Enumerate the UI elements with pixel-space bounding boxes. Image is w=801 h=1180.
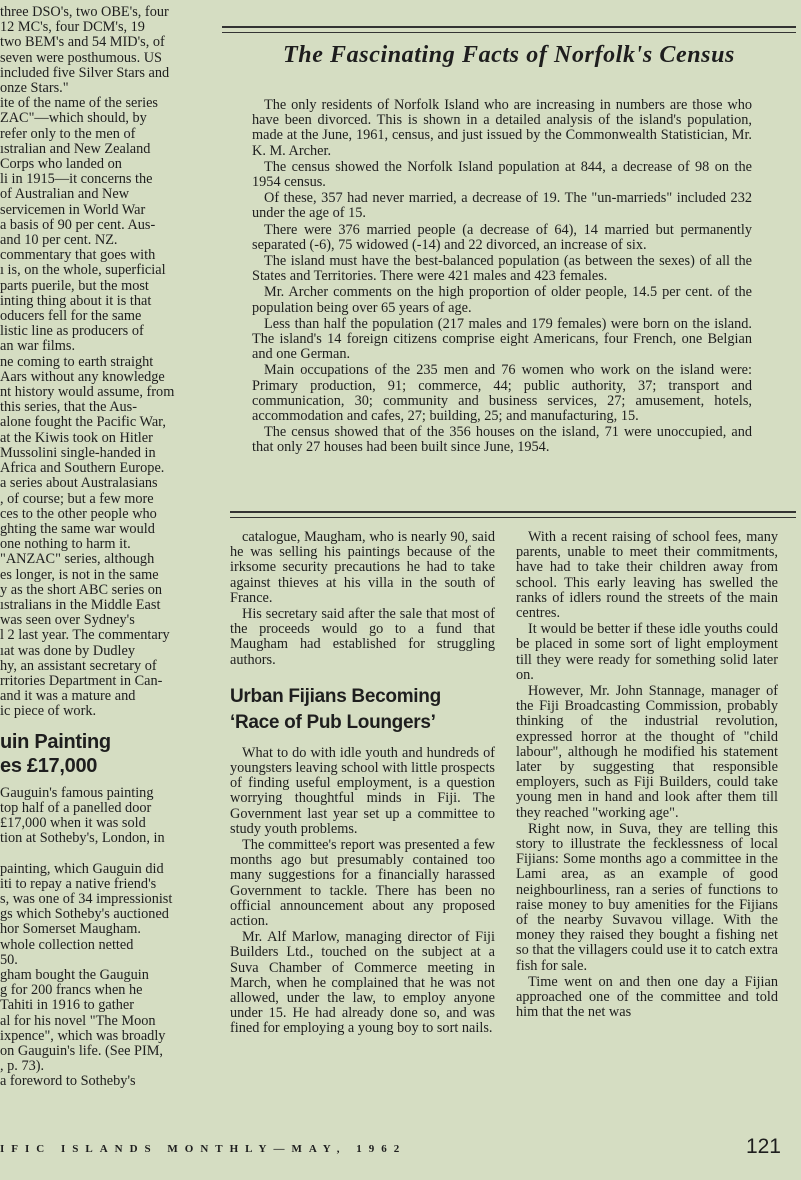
- paragraph: Of these, 357 had never married, a decrease of 19. The "un-marrieds" included 232 under the age of 15.: [252, 190, 752, 222]
- text-line: hy, an assistant secretary of: [0, 657, 157, 674]
- paragraph: What to do with idle youth and hundreds of youngsters leaving school with little prospects of finding useful employment, is a question worrying thoughtful minds in Fiji. The Government last year set up a committee to study youth problems.: [230, 744, 495, 837]
- text-line: li in 1915—it concerns the: [0, 171, 153, 188]
- text-line: refer only to the men of: [0, 125, 136, 142]
- text-line: l 2 last year. The commentary: [0, 627, 170, 644]
- text-line: ces to the other people who: [0, 505, 157, 522]
- text-line: this series, that the Aus-: [0, 399, 137, 416]
- text-line: ıstralian and New Zealand: [0, 140, 151, 157]
- maugham-article-text: [230, 530, 495, 668]
- paragraph: The only residents of Norfolk Island who are increasing in numbers are those who have been divorced. This is shown in a detailed analysis of the island's population, made at the June, 1961, census, and just issued by the Commonwealth Statistician, Mr. K. M. Archer.: [252, 97, 752, 159]
- text-line: on Gauguin's life. (See PIM,: [0, 1043, 163, 1059]
- paragraph: His secretary said after the sale that most of the proceeds would go to a fund that Maugham had established for struggling authors.: [230, 606, 495, 668]
- text-line: alone fought the Pacific War,: [0, 414, 166, 431]
- text-line: parts puerile, but the most: [0, 277, 149, 294]
- paragraph: The census showed that of the 356 houses on the island, 71 were unoccupied, and that only 27 houses had been built since June, 1954.: [252, 424, 752, 456]
- text-line: ite of the name of the series: [0, 95, 158, 112]
- right-column: [516, 530, 778, 1021]
- urban-fijians-article-text: [230, 746, 495, 1037]
- text-line: oducers fell for the same: [0, 308, 142, 325]
- text-line: Mussolini single-handed in: [0, 444, 156, 461]
- text-line: of Australian and New: [0, 186, 130, 203]
- page-number: 121: [745, 1135, 781, 1158]
- paragraph: Mr. Alf Marlow, managing director of Fiji Builders Ltd., touched on the subject at a Suva Chamber of Commerce meeting in March, when he complained that he was not allowed, under the law, to employ anyone under 15. He had already done so, and was fined for employing a young boy to sort nails.: [230, 929, 495, 1037]
- text-line: s, was one of 34 impressionist: [0, 890, 173, 907]
- text-line: servicemen in World War: [0, 201, 146, 218]
- text-line: seven were posthumous. US: [0, 49, 163, 66]
- text-line: nt history would assume, from: [0, 384, 175, 401]
- text-line: ZAC"—which should, by: [0, 110, 147, 127]
- text-line: rritories Department in Can-: [0, 672, 163, 689]
- text-line: g for 200 francs when he: [0, 982, 143, 999]
- text-line: ghting the same war would: [0, 520, 155, 537]
- norfolk-census-article: [252, 98, 752, 456]
- text-line: , of course; but a few more: [0, 490, 154, 507]
- text-line: top half of a panelled door: [0, 799, 152, 816]
- paragraph: Right now, in Suva, they are telling this story to illustrate the fecklessness of local Fijians: Some months ago a committee in the Lami area, as an example of good neighbourliness, ran a series of functions to raise money to buy amenities for the Fijians of the nearby Suvavou village. With the money they raised they bought a fishing net so that the villagers could use it to catch extra fish for sale.: [516, 820, 778, 974]
- text-line: included five Silver Stars and: [0, 64, 170, 81]
- paragraph: It would be better if these idle youths could be placed in some sort of light employment till they were ready for something solid later on.: [516, 621, 778, 683]
- paragraph: Main occupations of the 235 men and 76 women who work on the island were: Primary production, 91; commerce, 44; public authority, 37; transport and communication, 30; community and business services, 27; amusement, hotels, accommodation and cafes, 27; building, 25; and manufacturing, 15.: [252, 362, 752, 425]
- running-title: IFIC ISLANDS MONTHLY—MAY, 1962: [0, 1143, 407, 1155]
- text-line: 50.: [0, 951, 18, 968]
- top-rule: [222, 26, 796, 33]
- text-line: inting thing about it is that: [0, 292, 152, 309]
- paragraph: With a recent raising of school fees, many parents, unable to meet their commitments, have had to take their children away from school. This early leaving has swelled the ranks of idlers round the streets of the main centres.: [516, 529, 778, 622]
- text-line: iti to repay a native friend's: [0, 875, 157, 892]
- text-line: ıat was done by Dudley: [0, 642, 135, 659]
- text-line: gs which Sotheby's auctioned: [0, 906, 169, 923]
- left-column: [0, 5, 210, 1090]
- text-line: a foreword to Sotheby's: [0, 1073, 136, 1090]
- text-line: Aars without any knowledge: [0, 368, 165, 385]
- text-line: hor Somerset Maugham.: [0, 921, 141, 938]
- paragraph: However, Mr. John Stannage, manager of the Fiji Broadcasting Commission, probably thinking of the industrial revolution, expressed horror at the thought of "child labour", although he modified his statement later by suggesting that responsible employers, such as Fiji Builders, could take young men in hand and look after them till they reached "working age".: [516, 683, 778, 821]
- text-line: a series about Australasians: [0, 475, 158, 492]
- paragraph: The island must have the best-balanced population (as between the sexes) of all the States and Territories. There were 421 males and 423 females.: [252, 253, 752, 285]
- text-line: "ANZAC" series, although: [0, 551, 155, 568]
- middle-column: [230, 530, 495, 1037]
- text-line: es longer, is not in the same: [0, 566, 159, 583]
- text-line: 12 MC's, four DCM's, 19: [0, 19, 145, 36]
- text-line: y as the short ABC series on: [0, 581, 163, 598]
- text-line: and 10 per cent. NZ.: [0, 232, 118, 249]
- anzac-review-text: [0, 5, 210, 720]
- text-line: an war films.: [0, 338, 76, 355]
- gauguin-headline-line-2: es £17,000: [0, 754, 98, 777]
- norfolk-census-title: The Fascinating Facts of Norfolk's Census: [283, 42, 735, 68]
- urban-fijians-headline: Urban Fijians Becoming ‘Race of Pub Loungers’: [230, 685, 441, 733]
- text-line: a basis of 90 per cent. Aus-: [0, 216, 156, 233]
- gauguin-headline-line-1: uin Painting: [0, 730, 111, 753]
- paragraph: Less than half the population (217 males and 179 females) were born on the island. The island's 14 foreign citizens comprise eight Americans, four French, one Belgian and one German.: [252, 315, 752, 363]
- text-line: Tahiti in 1916 to gather: [0, 997, 134, 1014]
- text-line: ne coming to earth straight: [0, 353, 154, 370]
- text-line: tion at Sotheby's, London, in: [0, 830, 165, 847]
- paragraph: Mr. Archer comments on the high proportion of older people, 14.5 per cent. of the population being over 65 years of age.: [252, 284, 752, 316]
- text-line: al for his novel "The Moon: [0, 1012, 156, 1029]
- text-line: , p. 73).: [0, 1058, 45, 1075]
- paragraph: catalogue, Maugham, who is nearly 90, said he was selling his paintings because of the irksome security precautions he had to take against thieves at his villa in the south of France.: [230, 529, 495, 606]
- text-line: and it was a mature and: [0, 688, 136, 705]
- text-line: two BEM's and 54 MID's, of: [0, 34, 165, 51]
- paragraph: The committee's report was presented a few months ago but presumably contained too many suggestions for a financially harassed Government to tackle. There has been no official announcement about any proposed action.: [230, 837, 495, 930]
- paragraph: The census showed the Norfolk Island population at 844, a decrease of 98 on the 1954 census.: [252, 158, 752, 191]
- text-line: painting, which Gauguin did: [0, 860, 164, 877]
- text-line: commentary that goes with: [0, 247, 156, 264]
- text-line: Gauguin's famous painting: [0, 784, 154, 801]
- text-line: onze Stars.": [0, 80, 69, 97]
- paragraph: There were 376 married people (a decrease of 64), 14 married but permanently separated (-6), 75 widowed (-14) and 22 divorced, an increase of six.: [252, 221, 752, 253]
- text-line: one nothing to harm it.: [0, 536, 131, 553]
- text-line: gham bought the Gauguin: [0, 966, 149, 983]
- text-line: [0, 846, 210, 861]
- text-line: listic line as producers of: [0, 323, 144, 340]
- page-footer: [0, 1135, 801, 1165]
- paragraph: Time went on and then one day a Fijian approached one of the committee and told him that the net was: [516, 973, 778, 1021]
- text-line: Corps who landed on: [0, 156, 122, 173]
- text-line: ı is, on the whole, superficial: [0, 262, 166, 279]
- text-line: was seen over Sydney's: [0, 612, 135, 629]
- text-line: three DSO's, two OBE's, four: [0, 4, 169, 20]
- gauguin-article-text: [0, 786, 210, 1090]
- text-line: £17,000 when it was sold: [0, 814, 146, 831]
- text-line: ixpence", which was broadly: [0, 1027, 166, 1044]
- text-line: whole collection netted: [0, 936, 134, 953]
- text-line: ıstralians in the Middle East: [0, 596, 161, 613]
- bottom-rule: [230, 511, 796, 518]
- text-line: at the Kiwis took on Hitler: [0, 429, 153, 446]
- text-line: ic piece of work.: [0, 703, 97, 720]
- text-line: Africa and Southern Europe.: [0, 460, 165, 477]
